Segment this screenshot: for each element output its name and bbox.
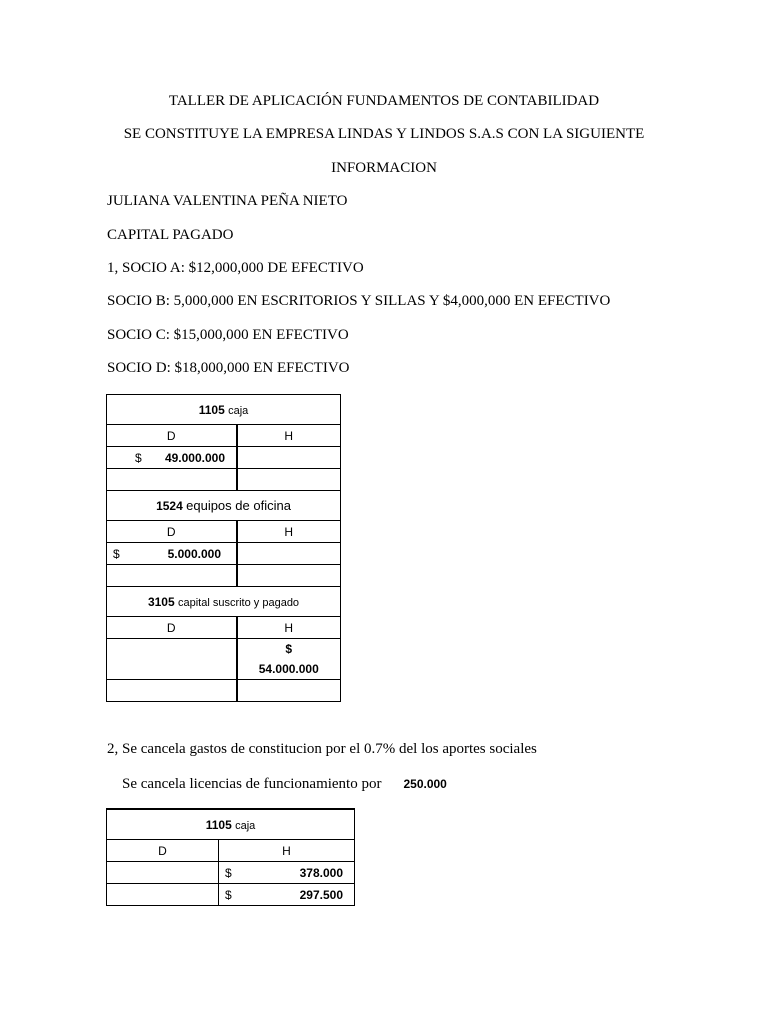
account-equipos-header-row [107, 521, 341, 543]
socio-a-line: 1, SOCIO A: $12,000,000 DE EFECTIVO [107, 260, 364, 276]
socio-d-line: SOCIO D: $18,000,000 EN EFECTIVO [107, 360, 350, 376]
table-row [107, 469, 341, 491]
credit-cell [237, 639, 341, 680]
debit-amount: 5.000.000 [167, 546, 221, 561]
table-row [107, 680, 341, 702]
table-row [107, 543, 341, 565]
account-capital-header-row [107, 617, 341, 639]
table-row [107, 447, 341, 469]
credit-cell [237, 447, 341, 469]
debit-cell [107, 565, 237, 587]
currency-symbol: $ [225, 887, 232, 902]
table-row [107, 884, 355, 906]
licencias-amount: 250.000 [403, 777, 447, 791]
account-capital-title [107, 587, 341, 617]
currency-symbol: $ [225, 865, 232, 880]
credit-cell [237, 565, 341, 587]
credit-header: H [219, 840, 355, 862]
currency-symbol: $ [285, 642, 293, 656]
document-title: TALLER DE APLICACIÓN FUNDAMENTOS DE CONTABILIDAD [168, 93, 600, 109]
debit-cell [107, 543, 237, 565]
debit-cell [107, 680, 237, 702]
credit-amount: 378.000 [299, 865, 343, 880]
account-code: 1105 [205, 817, 232, 832]
socio-c-line: SOCIO C: $15,000,000 EN EFECTIVO [107, 327, 349, 343]
credit-cell [219, 862, 355, 884]
document-subtitle-line2: INFORMACION [331, 160, 437, 176]
account-name: capital suscrito y pagado [177, 596, 300, 609]
currency-symbol: $ [113, 546, 120, 561]
account-equipos-title-row [107, 491, 341, 521]
table-row [107, 862, 355, 884]
currency-symbol: $ [135, 450, 142, 465]
author-name: JULIANA VALENTINA PEÑA NIETO [107, 193, 348, 209]
account-code: 1105 [198, 402, 225, 417]
account-caja-header-row [107, 840, 355, 862]
licencias-text: Se cancela licencias de funcionamiento por [122, 776, 382, 792]
debit-header: D [107, 521, 237, 543]
ledger-accounts-table-1 [106, 394, 341, 702]
account-name: caja [235, 819, 256, 832]
credit-cell [237, 680, 341, 702]
credit-header: H [237, 425, 341, 447]
account-equipos-title [107, 491, 341, 521]
account-caja-header-row [107, 425, 341, 447]
debit-header: D [107, 617, 237, 639]
ledger-accounts-table-2 [106, 808, 355, 906]
credit-cell [219, 884, 355, 906]
account-caja-title-row [107, 809, 355, 840]
account-caja-title-row [107, 395, 341, 425]
account-name: equipos de oficina [186, 498, 291, 513]
table-row [107, 565, 341, 587]
credit-header: H [237, 617, 341, 639]
credit-amount: 297.500 [299, 887, 343, 902]
account-caja-title [107, 809, 355, 840]
credit-header: H [237, 521, 341, 543]
credit-cell [237, 469, 341, 491]
debit-header: D [107, 840, 219, 862]
point-2-text: 2, Se cancela gastos de constitucion por el 0.7% del los aportes sociales [107, 741, 537, 757]
account-capital-title-row [107, 587, 341, 617]
table-row [107, 639, 341, 680]
debit-header: D [107, 425, 237, 447]
account-name: caja [228, 404, 249, 417]
section-capital-pagado: CAPITAL PAGADO [107, 227, 234, 243]
socio-b-line: SOCIO B: 5,000,000 EN ESCRITORIOS Y SILLAS Y $4,000,000 EN EFECTIVO [107, 293, 611, 309]
credit-amount: 54.000.000 [258, 662, 319, 676]
document-subtitle-line1: SE CONSTITUYE LA EMPRESA LINDAS Y LINDOS S.A.S CON LA SIGUIENTE [123, 126, 645, 142]
debit-cell [107, 469, 237, 491]
debit-cell [107, 884, 219, 906]
debit-amount: 49.000.000 [164, 450, 225, 465]
debit-cell [107, 447, 237, 469]
debit-cell [107, 639, 237, 680]
debit-cell [107, 862, 219, 884]
account-code: 1524 [156, 499, 183, 513]
licencias-line [122, 775, 447, 793]
account-caja-title [107, 395, 341, 425]
credit-cell [237, 543, 341, 565]
account-code: 3105 [147, 594, 175, 609]
